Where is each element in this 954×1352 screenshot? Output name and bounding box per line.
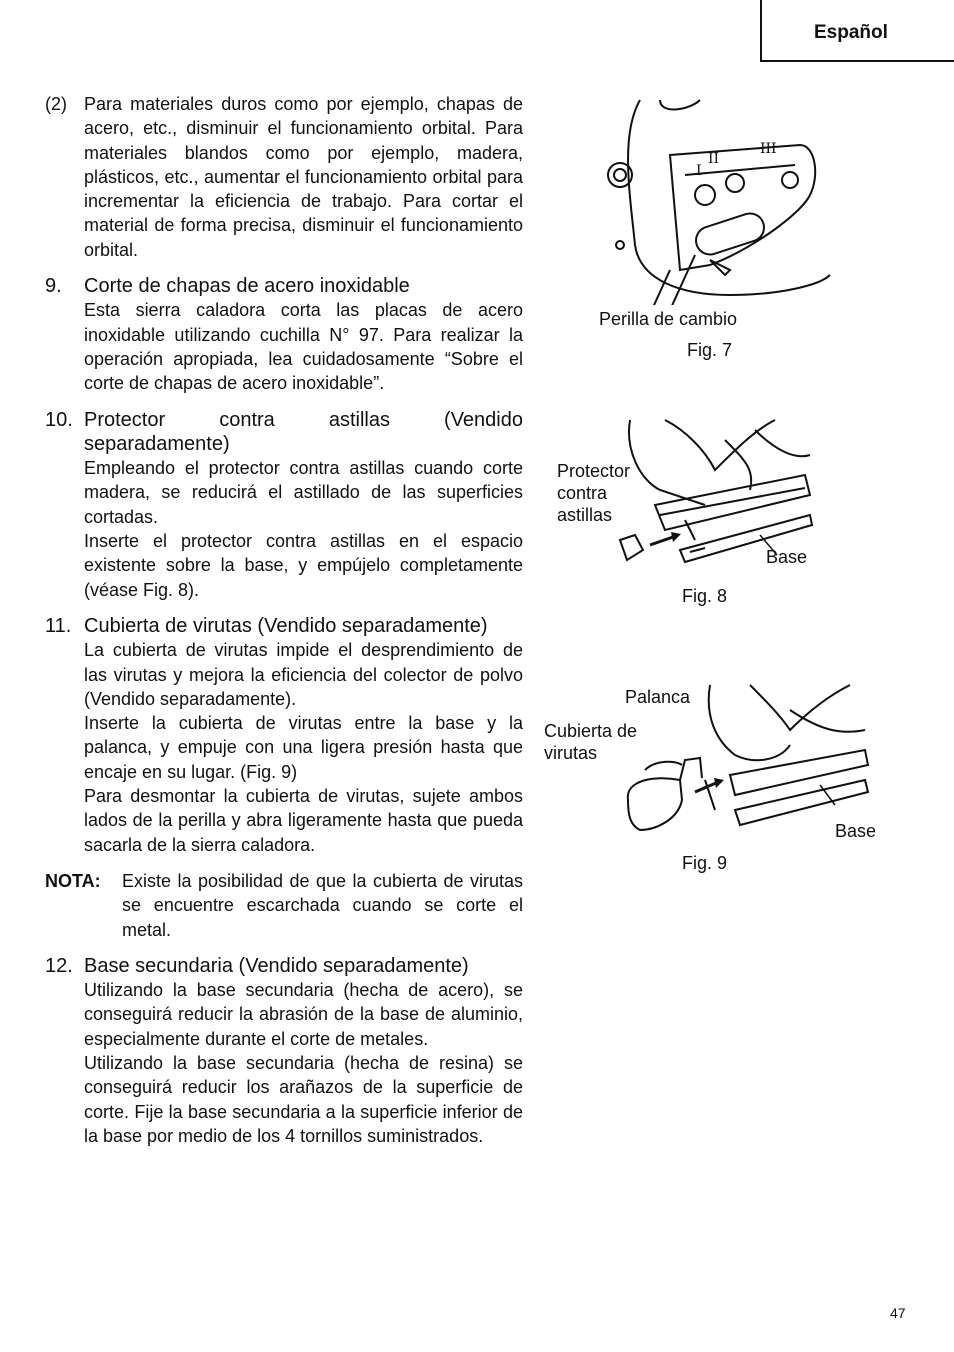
note-label: NOTA:: [45, 870, 101, 891]
section-9-text: Esta sierra caladora corta las placas de acero inoxidable utilizando cuchilla N° 97. Para realizar la operación apropiada, lea cuidadosamente “Sobre el corte de chapas de acero inoxidable”.: [84, 300, 523, 394]
section-11-text-1: La cubierta de virutas impide el desprendimiento de las virutas y mejora la eficiencia del colector de polvo (Vendido separadamente).: [84, 640, 523, 709]
fig9-caption: Fig. 9: [682, 853, 728, 873]
section-9: [45, 274, 523, 395]
fig7-caption: Fig. 7: [687, 340, 733, 360]
language-tab: [760, 0, 954, 62]
section-11: [45, 614, 523, 857]
section-10-text-2: Inserte el protector contra astillas en el espacio existente sobre la base, y empújelo completamente (véase Fig. 8).: [84, 531, 523, 600]
section-11-title: Cubierta de virutas (Vendido separadamente): [84, 614, 488, 637]
paragraph-2-marker: (2): [45, 94, 67, 114]
section-9-title: Corte de chapas de acero inoxidable: [84, 275, 410, 298]
paragraph-2: [45, 92, 523, 262]
section-11-number: 11.: [45, 614, 72, 637]
label-knob: Perilla de cambio: [599, 309, 738, 329]
label-base-fig9: Base: [835, 821, 877, 841]
mark-i: I: [696, 163, 702, 179]
figure-7-illustration: [600, 95, 850, 305]
section-12-title: Base secundaria (Vendido separadamente): [84, 954, 469, 977]
section-10-number: 10.: [45, 408, 73, 431]
section-10-title: Protector contra astillas (Vendido separadamente): [84, 408, 523, 455]
section-12-text-2: Utilizando la base secundaria (hecha de resina) se conseguirá reducir los arañazos de la superficie de corte. Fije la base secundaria a la superficie inferior de la base por medio de los 4 tornillos suministrados.: [84, 1052, 523, 1146]
section-12-text-1: Utilizando la base secundaria (hecha de acero), se conseguirá reducir la abrasión de la base de aluminio, especialmente durante el corte de metales.: [84, 980, 523, 1049]
paragraph-2-text: Para materiales duros como por ejemplo, chapas de acero, etc., disminuir el funcionamiento orbital. Para materiales blandos como por ejemplo, madera, plásticos, etc., aumentar el funcionamiento orbital para incrementar la eficiencia de trabajo. Para cortar el material de forma precisa, disminuir el funcionamiento orbital.: [84, 94, 523, 260]
section-11-text-2: Inserte la cubierta de virutas entre la base y la palanca, y empuje con una ligera presión hasta que encaje en su lugar. (Fig. 9): [84, 713, 523, 782]
main-text-column: [45, 92, 523, 1148]
section-10-text-1: Empleando el protector contra astillas cuando corte madera, se reducirá el astillado de las superficies cortadas.: [84, 458, 523, 527]
language-label: Español: [814, 22, 888, 43]
label-base-fig8: Base: [766, 547, 808, 567]
section-12: [45, 954, 523, 1148]
note: [45, 869, 523, 942]
label-protector: Protector contra astillas: [557, 461, 631, 525]
section-10: [45, 408, 523, 602]
label-lever: Palanca: [625, 687, 691, 707]
label-cover: Cubierta de virutas: [544, 721, 638, 763]
section-12-number: 12.: [45, 954, 73, 977]
mark-ii: II: [708, 151, 720, 167]
note-text: Existe la posibilidad de que la cubierta de virutas se encuentre escarchada cuando se corte el metal.: [122, 870, 523, 940]
section-9-number: 9.: [45, 275, 62, 298]
section-11-text-3: Para desmontar la cubierta de virutas, sujete ambos lados de la perilla y abra ligeramente hasta que pueda sacarla de la sierra caladora.: [84, 786, 523, 855]
mark-iii: III: [760, 141, 777, 157]
page-number: 47: [890, 1305, 906, 1321]
fig8-caption: Fig. 8: [682, 586, 728, 606]
